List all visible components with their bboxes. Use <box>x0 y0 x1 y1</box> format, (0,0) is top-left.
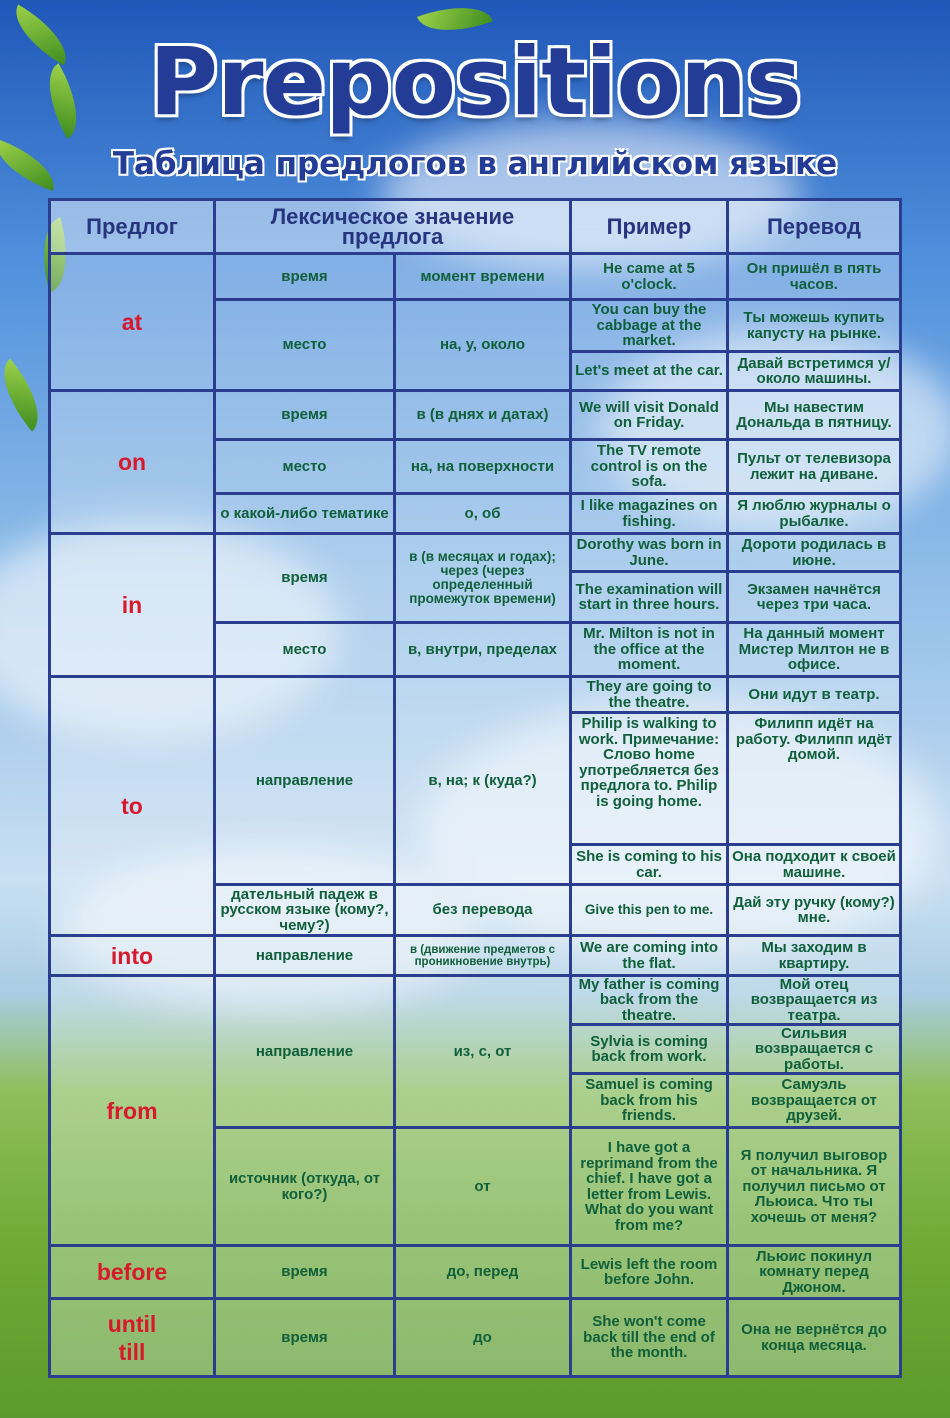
poster-subtitle: Таблица предлогов в английском языке <box>112 146 838 182</box>
example-cell: We are coming into the flat. <box>569 934 729 977</box>
example-cell: Let's meet at the car. <box>569 350 729 392</box>
example-cell: I have got a reprimand from the chief. I have got a letter from Lewis. What do you want from me? <box>569 1126 729 1247</box>
sense-cell: в (в днях и датах) <box>393 389 572 441</box>
prep-in: in <box>48 532 216 678</box>
example-cell: My father is coming back from the theatre. <box>569 974 729 1026</box>
meaning-cell: дательный падеж в русском языке (кому?, чему?) <box>213 883 396 937</box>
meaning-cell: направление <box>213 675 396 886</box>
meaning-cell: место <box>213 438 396 495</box>
sense-cell: до <box>393 1297 572 1378</box>
translation-cell: Он пришёл в пять часов. <box>726 252 902 301</box>
translation-cell: Дай эту ручку (кому?) мне. <box>726 883 902 937</box>
example-cell: She is coming to his car. <box>569 843 729 886</box>
meaning-cell: источник (откуда, от кого?) <box>213 1126 396 1247</box>
translation-cell: Самуэль возвращается от друзей. <box>726 1072 902 1129</box>
translation-cell: Давай встретимся у/около машины. <box>726 350 902 392</box>
example-cell: They are going to the theatre. <box>569 675 729 714</box>
prep-into: into <box>48 934 216 977</box>
translation-cell: Сильвия возвращается с работы. <box>726 1023 902 1075</box>
example-cell: He came at 5 o'clock. <box>569 252 729 301</box>
prep-to: to <box>48 675 216 937</box>
poster-title: Prepositions <box>149 28 801 137</box>
example-cell: She won't come back till the end of the month. <box>569 1297 729 1378</box>
translation-cell: Экзамен начнётся через три часа. <box>726 570 902 624</box>
example-cell: Philip is walking to work. Примечание: Слово home употребляется без предлога to. Philip is going home. <box>569 711 729 846</box>
sense-cell: на, у, около <box>393 298 572 392</box>
translation-cell: На данный момент Мистер Милтон не в офисе. <box>726 621 902 678</box>
translation-cell: Мы навестим Дональда в пятницу. <box>726 389 902 441</box>
meaning-cell: время <box>213 1244 396 1300</box>
sense-cell: на, на поверхности <box>393 438 572 495</box>
translation-cell: Она подходит к своей машине. <box>726 843 902 886</box>
sense-cell: в (движение предметов с проникновение внутрь) <box>393 934 572 977</box>
translation-cell: Дороти родилась в июне. <box>726 532 902 573</box>
header-example: Пример <box>569 198 729 255</box>
prep-from: from <box>48 974 216 1247</box>
example-cell: Lewis left the room before John. <box>569 1244 729 1300</box>
translation-cell: Я получил выговор от начальника. Я получил письмо от Льюиса. Что ты хочешь от меня? <box>726 1126 902 1247</box>
prep-before: before <box>48 1244 216 1300</box>
meaning-cell: время <box>213 389 396 441</box>
example-cell: Sylvia is coming back from work. <box>569 1023 729 1075</box>
prepositions-table <box>48 198 902 1378</box>
translation-cell: Филипп идёт на работу. Филипп идёт домой. <box>726 711 902 846</box>
translation-cell: Она не вернётся до конца месяца. <box>726 1297 902 1378</box>
header-translation: Перевод <box>726 198 902 255</box>
meaning-cell: направление <box>213 974 396 1129</box>
meaning-cell: время <box>213 252 396 301</box>
prep-until: until <box>107 1310 157 1337</box>
translation-cell: Они идут в театр. <box>726 675 902 714</box>
example-cell: Dorothy was born in June. <box>569 532 729 573</box>
sense-cell: от <box>393 1126 572 1247</box>
example-cell: Samuel is coming back from his friends. <box>569 1072 729 1129</box>
example-cell: Give this pen to me. <box>569 883 729 937</box>
translation-cell: Мы заходим в квартиру. <box>726 934 902 977</box>
header-meaning: Лексическое значение предлога <box>213 198 572 255</box>
translation-cell: Ты можешь купить капусту на рынке. <box>726 298 902 353</box>
translation-cell: Пульт от телевизора лежит на диване. <box>726 438 902 495</box>
example-cell: Mr. Milton is not in the office at the moment. <box>569 621 729 678</box>
translation-cell: Мой отец возвращается из театра. <box>726 974 902 1026</box>
example-cell: The TV remote control is on the sofa. <box>569 438 729 495</box>
example-cell: We will visit Donald on Friday. <box>569 389 729 441</box>
sense-cell: в, на; к (куда?) <box>393 675 572 886</box>
meaning-cell: место <box>213 298 396 392</box>
example-cell: You can buy the cabbage at the market. <box>569 298 729 353</box>
example-cell: I like magazines on fishing. <box>569 492 729 535</box>
sense-cell: до, перед <box>393 1244 572 1300</box>
prep-till: till <box>118 1338 146 1365</box>
meaning-cell: время <box>213 1297 396 1378</box>
prep-on: on <box>48 389 216 535</box>
header-preposition: Предлог <box>48 198 216 255</box>
meaning-cell: место <box>213 621 396 678</box>
translation-cell: Я люблю журналы о рыбалке. <box>726 492 902 535</box>
sense-cell: в (в месяцах и годах); через (через определенный промежуток времени) <box>393 532 572 624</box>
prep-at: at <box>48 252 216 392</box>
sense-cell: из, с, от <box>393 974 572 1129</box>
meaning-cell: направление <box>213 934 396 977</box>
sense-cell: момент времени <box>393 252 572 301</box>
sense-cell: о, об <box>393 492 572 535</box>
meaning-cell: о какой-либо тематике <box>213 492 396 535</box>
meaning-cell: время <box>213 532 396 624</box>
prep-until-till <box>48 1297 216 1378</box>
translation-cell: Льюис покинул комнату перед Джоном. <box>726 1244 902 1300</box>
sense-cell: без перевода <box>393 883 572 937</box>
example-cell: The examination will start in three hours. <box>569 570 729 624</box>
sense-cell: в, внутри, пределах <box>393 621 572 678</box>
